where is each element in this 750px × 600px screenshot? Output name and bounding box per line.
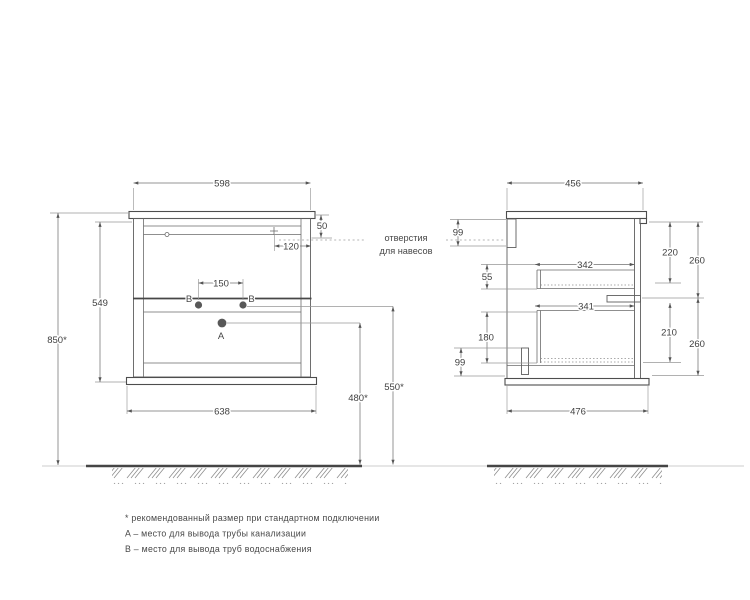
dim-front-body-height	[92, 222, 132, 382]
side-front-wall	[635, 219, 641, 379]
dim-side-lower-front-height	[643, 303, 681, 363]
dim-front-b-spacing	[199, 279, 244, 301]
side-drawer-rail	[607, 296, 641, 303]
footnote-point-a: A – место для вывода трубы канализации	[125, 528, 307, 539]
point-b-right-label: B	[248, 294, 255, 305]
point-b-left-icon	[195, 301, 202, 308]
svg-text:476: 476	[570, 406, 586, 418]
dim-side-hanger-offset	[450, 220, 506, 247]
side-hanger-bracket	[507, 219, 516, 248]
dim-side-overall-depth	[507, 179, 643, 211]
svg-text:456: 456	[565, 178, 581, 190]
front-plinth	[127, 378, 317, 385]
dim-side-drawer-bottom	[481, 265, 537, 290]
point-b-left-label: B	[185, 294, 193, 305]
svg-text:342: 342	[577, 260, 593, 271]
svg-text:549: 549	[92, 298, 108, 309]
side-countertop-lip	[640, 219, 647, 224]
dim-front-base-width	[127, 386, 316, 418]
footnotes	[125, 513, 380, 554]
callout-line2: для навесов	[379, 246, 433, 256]
ground-hatch-right	[494, 468, 662, 484]
svg-text:341: 341	[578, 301, 594, 313]
front-view	[127, 212, 317, 385]
svg-text:850*: 850*	[47, 335, 67, 346]
svg-text:180: 180	[478, 332, 494, 344]
point-a-label: A	[217, 331, 225, 342]
dim-front-mounting-height	[47, 213, 128, 465]
callout-line1: отверстия	[384, 233, 428, 243]
svg-text:260: 260	[689, 255, 705, 267]
svg-text:99: 99	[452, 227, 464, 239]
svg-text:120: 120	[283, 241, 299, 253]
dim-side-lower-outer-height	[652, 298, 705, 376]
dim-front-hole-to-edge	[275, 242, 312, 253]
svg-text:220: 220	[662, 247, 678, 259]
dim-side-upper-outer-height	[689, 222, 705, 298]
side-plinth	[505, 379, 649, 386]
side-countertop	[507, 212, 647, 219]
hanger-hole-right-cross-icon	[270, 227, 278, 235]
svg-text:480*: 480*	[348, 393, 368, 404]
side-pipe-outlet	[522, 348, 529, 375]
dim-side-base-depth	[507, 386, 648, 418]
svg-text:150: 150	[213, 278, 229, 290]
svg-text:50: 50	[316, 221, 328, 232]
dim-side-bottom-offset	[454, 348, 521, 376]
svg-text:638: 638	[214, 406, 230, 418]
side-upper-drawer	[537, 270, 635, 289]
hanger-holes-callout	[279, 233, 505, 256]
dim-b-height	[247, 307, 404, 465]
footnote-point-b: B – место для вывода труб водоснабжения	[125, 544, 312, 554]
ground	[42, 466, 744, 484]
ground-hatch-left	[112, 468, 348, 484]
svg-text:260: 260	[689, 339, 705, 350]
svg-text:55: 55	[481, 272, 493, 283]
svg-text:550*: 550*	[384, 382, 404, 393]
svg-text:210: 210	[661, 327, 677, 339]
dim-a-height	[227, 323, 368, 465]
dim-side-upper-drawer-depth	[535, 260, 635, 271]
point-b-right-icon	[239, 301, 246, 308]
svg-text:598: 598	[214, 178, 230, 190]
point-a-icon	[218, 319, 227, 328]
side-view	[505, 212, 649, 386]
dim-front-overall-width	[134, 179, 311, 211]
side-lower-drawer	[537, 311, 635, 364]
footnote-recommended-size: * рекомендованный размер при стандартном подключении	[125, 513, 380, 523]
front-countertop	[129, 212, 315, 219]
hanger-hole-left-icon	[165, 233, 169, 237]
svg-text:99: 99	[454, 357, 466, 369]
